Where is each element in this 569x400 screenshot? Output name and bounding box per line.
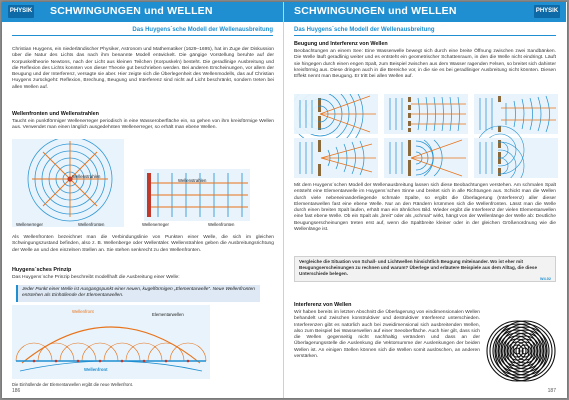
book-spread: [2, 2, 567, 398]
brand-logo-right: PHYSIK: [534, 5, 560, 18]
intro-paragraph: Christian Huygens, ein niederländischer Physiker, Astronom und Mathematiker (1629–1695), hat im Zuge der Diskussion über die Natur des Lichts das nach ihm benannte Modell entwickelt. Die gängige Vorstellung beruhte auf der Korpuskeltheorie Newtons, nach der Licht aus kleinen Teilchen (Korpuskeln) besteht. Die geradlinige Ausbreitung und die Reflexion des Lichts konnten von dieser Theorie gut beschrieben werden. Bei anderen Erscheinungen, vor allem der Beugung und der Interferenz, versagte sie aber. Hier zeigte sich die Überlegenheit des Wellenmodells, das auf Christian Huygens zurückgeht: Reflexion, Brechung, Beugung und Interferenz sind nicht auf Licht beschränkt, sondern treten bei allen Wellen auf.: [12, 47, 274, 90]
label-elementarwellen: Elementarwellen: [152, 312, 184, 317]
heading-wellenfronten: Wellenfronten und Wellenstrahlen: [12, 111, 99, 117]
left-header-bar: [2, 2, 283, 22]
section-subtitle-right: Das Huygens´sche Modell der Wellenausbreitung: [294, 24, 556, 36]
paragraph-wellenfronten: Taucht ein punktförmiger Wellenerreger periodisch in eine Wasseroberfläche ein, so gehen von ihm kreisförmige Wellen aus. Verwendet man einen länglich ausgedehnten Wellenerreger, so erhält man ebene Wellen.: [12, 119, 274, 131]
label-wellenstrahlen-1: Wellenstrahlen: [72, 174, 101, 179]
huygens-principle-quote: Jeder Punkt einer Welle ist Ausgangspunkt einer neuen, kugelförmigen „Elementarwelle“. Neue Wellenfronten entstehen als Einhüllende der Elementarwellen.: [16, 285, 260, 302]
label-wellenerreger-1: Wellenerreger: [16, 222, 43, 227]
heading-beugung: Beugung und Interferenz von Wellen: [294, 41, 388, 47]
label-wellenfront-top: Wellenfront: [72, 309, 94, 314]
label-wellenstrahlen-2: Wellenstrahlen: [178, 178, 207, 183]
diffraction-figures: [294, 94, 558, 178]
heading-interferenz: Interferenz von Wellen: [294, 302, 352, 308]
brand-logo: PHYSIK: [8, 5, 34, 18]
page-number-left: 186: [12, 388, 21, 394]
exercise-tag: W4.02: [540, 277, 551, 281]
chapter-title: SCHWINGUNGEN und WELLEN: [50, 5, 213, 17]
right-header-bar: [284, 2, 566, 22]
paragraph-huygens-intro: Das Huygens´sche Prinzip beschreibt modellhaft die Ausbreitung einer Welle:: [12, 275, 180, 280]
diffraction-panel-wide-2: [294, 138, 378, 178]
section-subtitle: Das Huygens´sche Modell der Wellenausbreitung: [12, 24, 273, 36]
left-page: [2, 2, 284, 398]
page-number-right: 187: [547, 388, 556, 394]
exercise-text: Vergleiche die Situation von Schall- und Lichtwellen hinsichtlich Beugung miteinander. Wo ist eher mit Beugungserscheinungen zu rechnen und warum? Überlege und erläutere Beispiele aus dem Alltag, die diese Unterschiede belegen.: [299, 259, 537, 276]
plane-wave-figure: [144, 169, 250, 221]
right-page: [284, 2, 566, 398]
paragraph-beugung-observations: Beobachtungen an einem See: Eine Wasserwelle bewegt sich durch eine breite Öffnung zwischen zwei Sandbänken. Die Welle läuft geradlinig weiter und es entsteht ein geometrischer Schattenraum, in den die Welle nicht eindringt. Läuft sie hingegen durch einen engen Spalt, zum Beispiel zwischen aus dem Wasser ragenden Felsen, so breitet sich dahinter kreisförmig aus. Diese dringen auch in die Bereiche vor, in die sie es bei geradliniger Ausbreitung nicht könnten. Diesen Effekt nennt man Beugung. Er tritt bei allen Wellen auf.: [294, 49, 556, 80]
interference-pattern-figure: [486, 316, 556, 386]
label-wellenfront-bottom: Wellenfront: [84, 367, 108, 372]
chapter-title-right: SCHWINGUNGEN und WELLEN: [294, 5, 457, 17]
circular-wave-figure: [12, 139, 124, 227]
diffraction-panel-narrow-2: [384, 138, 468, 178]
figure-caption: Die Einhüllende der Elementarwellen ergibt die neue Wellenfront.: [12, 382, 133, 387]
label-wellenfronten-1: Wellenfronten: [78, 222, 105, 227]
exercise-box: [294, 256, 556, 282]
paragraph-definitions: Als Wellenfronten bezeichnet man die Verbindungslinie von Punkten einer Welle, die sich im gleichen Schwingungszustand befinden, also z. B. Wellenberge oder Wellentäler. Wellenstrahlen geben die Ausbreitungsrichtung der Welle an und den einzelnen Stellen an. Sie stehen senkrecht zu den Wellenfronten.: [12, 235, 274, 253]
label-wellenfronten-2: Wellenfronten: [208, 222, 235, 227]
paragraph-interferenz: Wir haben bereits im letzten Abschnitt die Überlagerung von eindimensionalen Wellen behandelt und zwischen konstruktiver und destruktiver Interferenz unterschieden. Interferenzen gibt es natürlich auch bei zweidimensional sich ausbreitenden Wellen, also zum Beispiel bei Wasserwellen auf einer Seeoberfläche. Auch hier gilt, dass sich die Wellen gegenseitig nicht nachhaltig verändern und dass an der Überlagerungsstelle die Auslenkung die Vektorsumme der Auslenkungen der beiden Wellen ist. An einigen Stellen können sich die Wellen somit auslöschen, an anderen verstärken.: [294, 310, 480, 360]
diffraction-panel-wide: [474, 94, 558, 134]
diffraction-panel-multi: [384, 94, 468, 134]
heading-huygens-prinzip: Huygens´sches Prinzip: [12, 267, 72, 273]
label-wellenerreger-2: Wellenerreger: [142, 222, 169, 227]
paragraph-beugung-explanation: Mit dem Huygens´schen Modell der Wellenausbreitung lassen sich diese Beobachtungen verstehen. Am schmalen Spalt entsteht eine Elementarwelle im Huygens´schen Sinne und breitet sich in alle Richtungen aus. Schickt man die Wellen durch viele nebeneinanderliegende schmale Spalte, so ergibt die Überlagerung (Interferenz) aller dieser Elementarwellen fast eine ebene Welle. Nur an den Rändern krümmen sich die Wellenfronten. Lässt man die Welle durch einen breiten Spalt laufen, erhält man ein ähnliches Bild. Wieder ergibt die Interferenz der vielen Elementarwellen eine fast ebene Welle. Ob ein Spalt als „breit“ oder als „schmal“ wirkt, hängt von der Wellenlänge der Welle ab: Deutliche Beugungserscheinungen treten erst auf, wenn die Spaltbreite kleiner oder in der gleichen Größenordnung wie die Wellenlänge ist.: [294, 183, 556, 233]
